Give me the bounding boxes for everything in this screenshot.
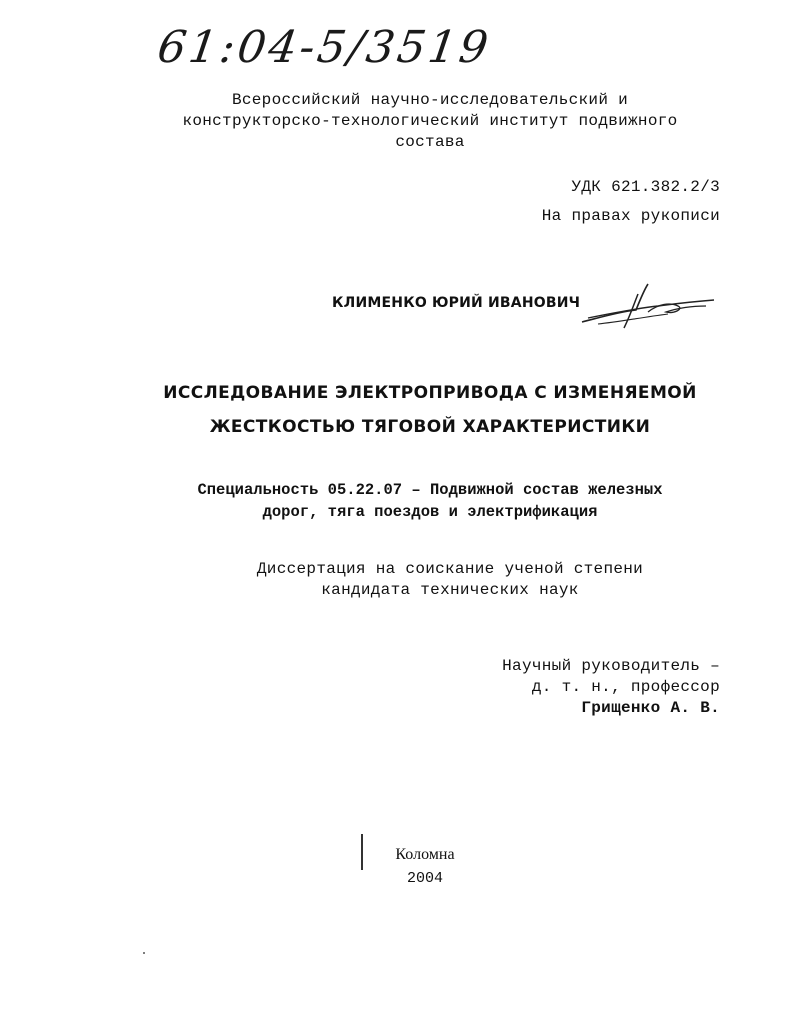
advisor-name: Грищенко А. В.	[581, 699, 720, 717]
dissertation-line-2: кандидата технических наук	[321, 581, 579, 599]
institute-name	[150, 90, 710, 153]
author-signature	[578, 282, 718, 332]
title-line-1: ИССЛЕДОВАНИЕ ЭЛЕКТРОПРИВОДА С ИЗМЕНЯЕМОЙ	[163, 383, 697, 403]
specialty-line-1: Специальность 05.22.07 – Подвижной состав железных	[197, 481, 663, 499]
scientific-advisor	[502, 656, 720, 719]
advisor-degree: д. т. н., профессор	[531, 678, 720, 696]
scan-speck	[143, 952, 145, 954]
institute-line-3: состава	[395, 133, 465, 151]
archive-number: 61:04-5/3519	[154, 22, 495, 73]
author-name: КЛИМЕНКО ЮРИЙ ИВАНОВИЧ	[332, 295, 581, 311]
specialty	[130, 479, 730, 523]
dissertation-line-1: Диссертация на соискание ученой степени	[256, 560, 644, 578]
institute-line-2: конструкторско-технологический институт подвижного	[182, 112, 678, 130]
advisor-role: Научный руководитель –	[502, 657, 720, 675]
city: Коломна	[395, 846, 455, 863]
title-line-2: ЖЕСТКОСТЬЮ ТЯГОВОЙ ХАРАКТЕРИСТИКИ	[209, 417, 651, 437]
udk-code: УДК 621.382.2/3	[571, 178, 720, 196]
institute-line-1: Всероссийский научно-исследовательский и	[231, 91, 629, 109]
dissertation-note	[150, 559, 750, 601]
year: 2004	[406, 870, 443, 887]
specialty-line-2: дорог, тяга поездов и электрификация	[262, 503, 598, 521]
manuscript-rights: На правах рукописи	[541, 207, 720, 225]
